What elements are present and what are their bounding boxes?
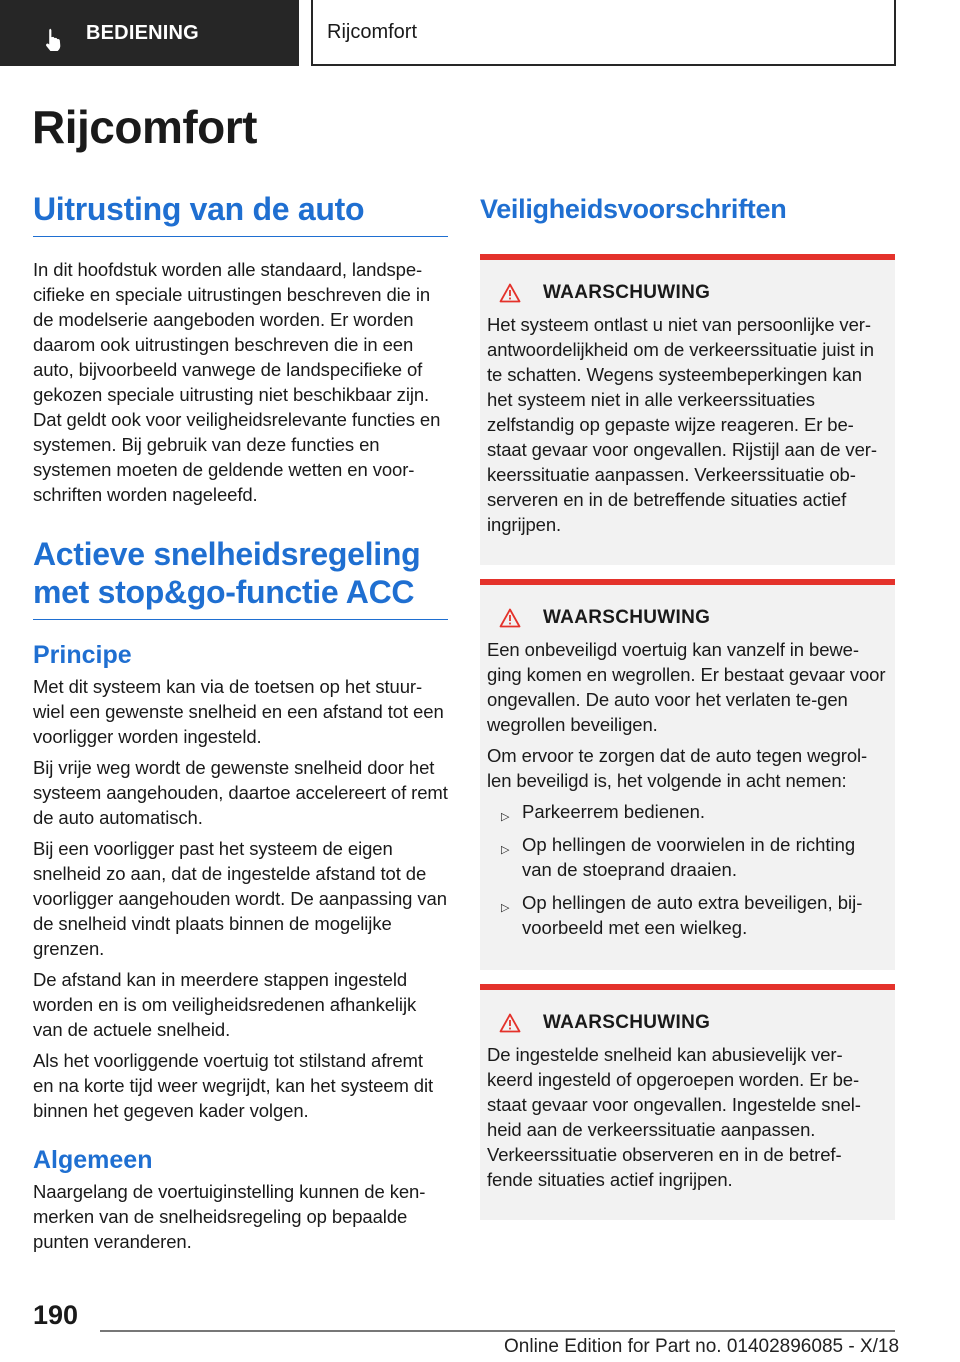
triangle-bullet-icon: ▷ bbox=[501, 902, 510, 914]
warning-triangle-icon bbox=[499, 283, 521, 303]
chapter-label: Rijcomfort bbox=[327, 20, 418, 43]
warning-text: Het systeem ontlast u niet van persoonlijke ver-antwoordelijkheid om de verkeerssituatie juist in te schatten. Wegens systeembeperkingen kan het systeem niet in alle verkeerssituaties zelfstandig op gepaste wijze reageren. Er be-staat gevaar voor ongevallen. Rijstijl aan de ver-keerssituatie aanpassen. Verkeerssituatie ob-serveren en in de betreffende situaties actief ingrijpen. bbox=[487, 314, 877, 535]
triangle-bullet-icon: ▷ bbox=[501, 844, 510, 856]
paragraph-principle-2: Bij vrije weg wordt de gewenste snelheid door het systeem aangehouden, daartoe accelereert of remt de auto automatisch. bbox=[33, 757, 448, 828]
page-title: Rijcomfort bbox=[32, 101, 257, 153]
warning-header bbox=[487, 282, 887, 304]
triangle-bullet-icon: ▷ bbox=[501, 811, 510, 823]
warning-triangle-icon bbox=[499, 608, 521, 628]
page-number: 190 bbox=[33, 1300, 79, 1330]
footer-edition: Online Edition for Part no. 01402896085 - X/18 bbox=[504, 1336, 900, 1357]
warning-text: Om ervoor te zorgen dat de auto tegen wegrol-len beveiligd is, het volgende in acht nemen: bbox=[487, 745, 868, 791]
warning-label: WAARSCHUWING bbox=[543, 607, 711, 628]
paragraph-general: Naargelang de voertuiginstelling kunnen de ken-merken van de snelheidsregeling op bepaalde punten veranderen. bbox=[33, 1181, 426, 1252]
warning-box-2 bbox=[480, 579, 895, 970]
warning-label: WAARSCHUWING bbox=[543, 1012, 711, 1033]
warning-list bbox=[487, 799, 887, 940]
paragraph-principle-1: Met dit systeem kan via de toetsen op het stuur-wiel een gewenste snelheid en een afstand tot een voorligger worden ingesteld. bbox=[33, 676, 444, 747]
heading-general: Algemeen bbox=[33, 1146, 153, 1174]
list-item: ▷ Parkeerrem bedienen. bbox=[487, 799, 887, 824]
heading-acc: Actieve snelheidsregeling met stop&go-functie ACC bbox=[33, 535, 448, 620]
list-item: ▷ Op hellingen de voorwielen in de richting van de stoeprand draaien. bbox=[501, 834, 856, 880]
warning-box-1 bbox=[480, 254, 895, 565]
paragraph-equipment: In dit hoofdstuk worden alle standaard, landspe-cifieke en speciale uitrustingen beschreven die in de modelserie aangeboden worden. Er worden daarom ook uitrustingen beschreven die in een auto, bijvoorbeeld vanwege de landspecifieke of gekozen speciale uitrusting niet beschikbaar zijn. Dat geldt ook voor veiligheidsrelevante functies en systemen. Bij gebruik van deze functies en systemen moeten de geldende wetten en voor-schriften worden nageleefd. bbox=[33, 259, 441, 505]
warning-header bbox=[487, 1012, 887, 1034]
heading-principle: Principe bbox=[33, 641, 132, 669]
section-label: BEDIENING bbox=[86, 21, 199, 44]
heading-equipment: Uitrusting van de auto bbox=[33, 190, 448, 237]
warning-label: WAARSCHUWING bbox=[543, 282, 711, 303]
left-column bbox=[33, 190, 448, 1260]
paragraph-principle-3: Bij een voorligger past het systeem de eigen snelheid zo aan, dat de ingestelde afstand tot de voorligger aangehouden wordt. De aanpassing van de snelheid vindt plaats binnen de mogelijke grenzen. bbox=[33, 838, 447, 959]
chapter-tab[interactable] bbox=[311, 0, 896, 66]
warning-header bbox=[487, 607, 887, 629]
list-item: ▷ Op hellingen de auto extra beveiligen, bij-voorbeeld met een wielkeg. bbox=[501, 892, 863, 938]
right-column bbox=[480, 190, 895, 1234]
warning-triangle-icon bbox=[499, 1013, 521, 1033]
paragraph-principle-5: Als het voorliggende voertuig tot stilstand afremt en na korte tijd weer wegrijdt, kan het systeem dit binnen het gegeven kader volgen. bbox=[33, 1050, 434, 1121]
paragraph-principle-4: De afstand kan in meerdere stappen ingesteld worden en is om veiligheidsredenen afhankelijk van de actuele snelheid. bbox=[33, 969, 417, 1040]
heading-safety: Veiligheidsvoorschriften bbox=[480, 194, 787, 224]
hand-pointer-icon bbox=[40, 26, 66, 52]
warning-text: Een onbeveiligd voertuig kan vanzelf in bewe-ging komen en wegrollen. Er bestaat gevaar voor ongevallen. De auto voor het verlaten te-gen wegrollen beveiligen. bbox=[487, 639, 886, 735]
footer-divider bbox=[100, 1330, 895, 1332]
page-header bbox=[0, 0, 960, 66]
warning-text: De ingestelde snelheid kan abusievelijk ver-keerd ingesteld of opgeroepen worden. Er be-staat gevaar voor ongevallen. Ingestelde snel-heid aan de verkeerssituatie aanpassen. Verkeerssituatie observeren en in de betref-fende situaties actief ingrijpen. bbox=[487, 1044, 861, 1190]
section-tab[interactable] bbox=[0, 0, 299, 66]
warning-box-3 bbox=[480, 984, 895, 1220]
